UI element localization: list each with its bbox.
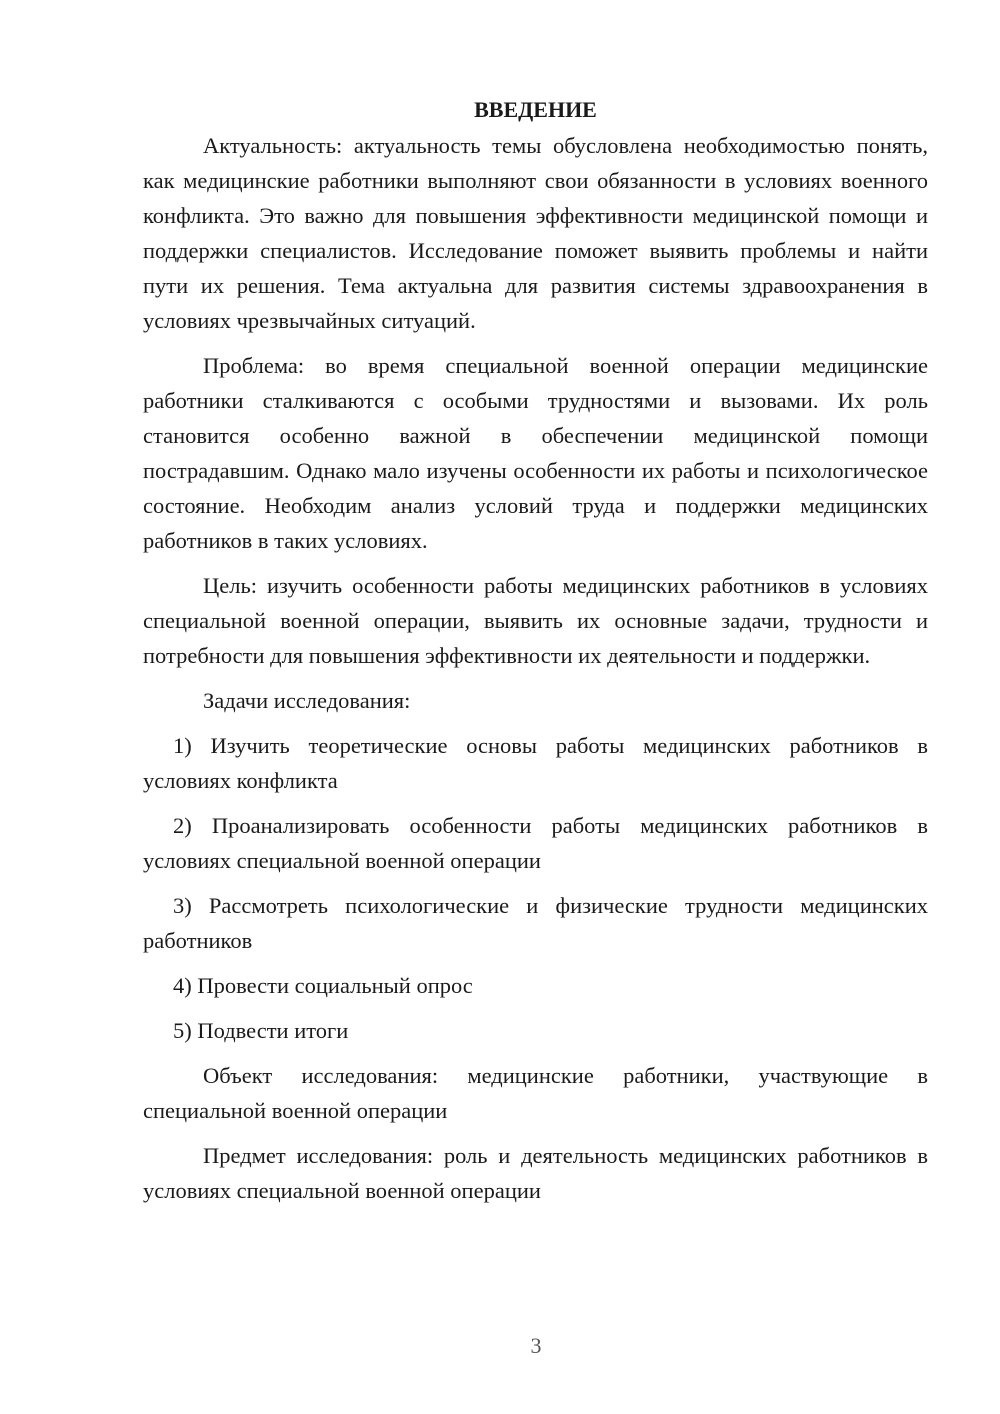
relevance-paragraph: Актуальность: актуальность темы обусловлена необходимостью понять, как медицинские работники выполняют свои обязанности в условиях военного конфликта. Это важно для повышения эффективности медицинской помощи и поддержки специалистов. Исследование поможет выявить проблемы и найти пути их решения. Тема актуальна для развития системы здравоохранения в условиях чрезвычайных ситуаций. — [143, 133, 928, 333]
tasks-heading: Задачи исследования: — [203, 688, 411, 713]
task-item: 3) Рассмотреть психологические и физические трудности медицинских работников — [143, 893, 928, 953]
goal-paragraph: Цель: изучить особенности работы медицинских работников в условиях специальной военной операции, выявить их основные задачи, трудности и потребности для повышения эффективности их деятельности и поддержки. — [143, 573, 928, 668]
page-content — [143, 92, 928, 1208]
task-item: 4) Провести социальный опрос — [173, 973, 473, 998]
page-title: ВВЕДЕНИЕ — [474, 97, 597, 122]
page-number: 3 — [530, 1333, 542, 1358]
problem-paragraph: Проблема: во время специальной военной операции медицинские работники сталкиваются с особыми трудностями и вызовами. Их роль становится особенно важной в обеспечении медицинской помощи пострадавшим. Однако мало изучены особенности их работы и психологическое состояние. Необходим анализ условий труда и поддержки медицинских работников в таких условиях. — [143, 353, 928, 553]
task-item: 1) Изучить теоретические основы работы медицинских работников в условиях конфликта — [143, 733, 928, 793]
object-paragraph: Объект исследования: медицинские работники, участвующие в специальной военной операции — [143, 1063, 928, 1123]
task-item: 5) Подвести итоги — [173, 1018, 349, 1043]
subject-paragraph: Предмет исследования: роль и деятельность медицинских работников в условиях специальной военной операции — [143, 1143, 928, 1203]
task-item: 2) Проанализировать особенности работы медицинских работников в условиях специальной военной операции — [143, 813, 928, 873]
